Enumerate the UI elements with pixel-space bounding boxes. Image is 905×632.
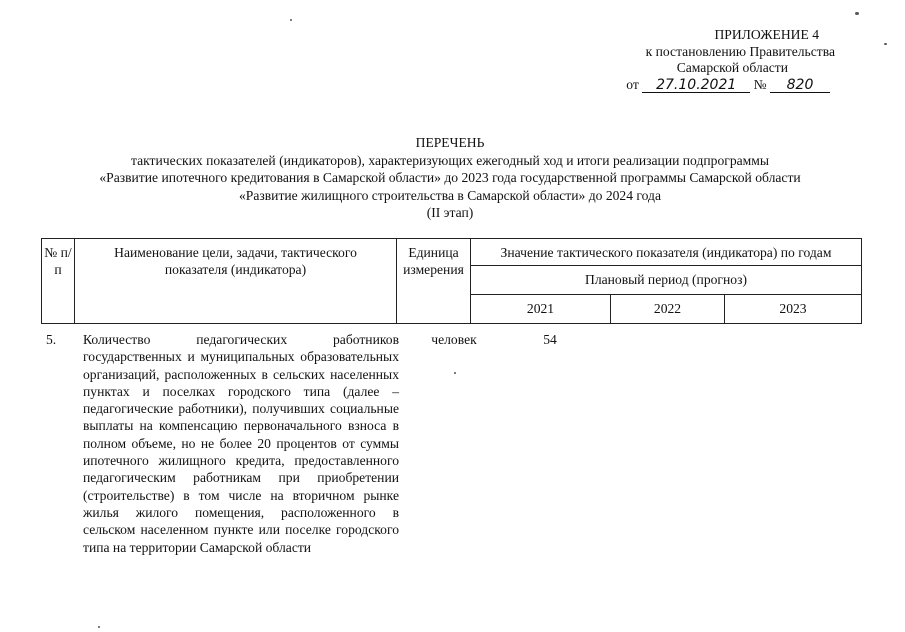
year-2023-header: 2023 — [725, 295, 862, 324]
scan-speck — [454, 372, 456, 374]
heading-line4: (II этап) — [426, 205, 474, 221]
document-heading — [40, 134, 860, 222]
heading-title: ПЕРЕЧЕНЬ — [415, 135, 485, 150]
date-prefix: от — [626, 76, 639, 92]
planned-period-header: Плановый период (прогноз) — [471, 266, 862, 295]
row-number: 5. — [46, 332, 57, 347]
appendix-line2: Самарской области — [676, 60, 788, 75]
appendix-line1: к постановлению Правительства — [645, 43, 835, 59]
col-number-header: № п/п — [42, 239, 75, 324]
row-unit: человек — [431, 332, 477, 347]
scan-speck — [98, 626, 100, 628]
row-value-2021: 54 — [543, 332, 557, 347]
scan-speck — [855, 12, 859, 15]
indicators-table-header — [41, 238, 862, 324]
heading-line1: тактических показателей (индикаторов), характеризующих ежегодный ход и итоги реализации подпрограммы — [130, 152, 769, 168]
appendix-header — [560, 27, 880, 93]
decree-number: 820 — [770, 79, 830, 93]
heading-line3: «Развитие жилищного строительства в Самарской области» до 2024 года — [238, 187, 661, 203]
year-2021-header: 2021 — [471, 295, 611, 324]
decree-date: 27.10.2021 — [642, 79, 750, 93]
number-prefix: № — [753, 76, 767, 92]
scan-speck — [290, 19, 292, 21]
col-name-header: Наименование цели, задачи, тактического показателя (индикатора) — [75, 239, 397, 324]
decree-date-number — [560, 77, 880, 94]
col-values-header: Значение тактического показателя (индикатора) по годам — [471, 239, 862, 266]
row-indicator-name: Количество педагогических работников государственных и муниципальных образовательных организаций, расположенных в сельских населенных пунктах и поселках городского типа (далее – педагогические работники), получивших социальные выплаты на компенсацию первоначального взноса в полном объеме, но не более 20 процентов от суммы ипотечного жилищного кредита, предоставленного педагогическим работникам при приобретении (строительстве) в том числе на вторичном рынке жилья жилого помещения, расположенного в сельском населенном пункте или поселке городского типа на территории Самарской области — [83, 332, 399, 555]
col-unit-header: Единица измерения — [397, 239, 471, 324]
scan-speck — [884, 43, 887, 45]
appendix-title: ПРИЛОЖЕНИЕ 4 — [714, 27, 819, 42]
heading-line2: «Развитие ипотечного кредитования в Самарской области» до 2023 года государственной программы Самарской области — [99, 170, 801, 186]
year-2022-header: 2022 — [611, 295, 725, 324]
